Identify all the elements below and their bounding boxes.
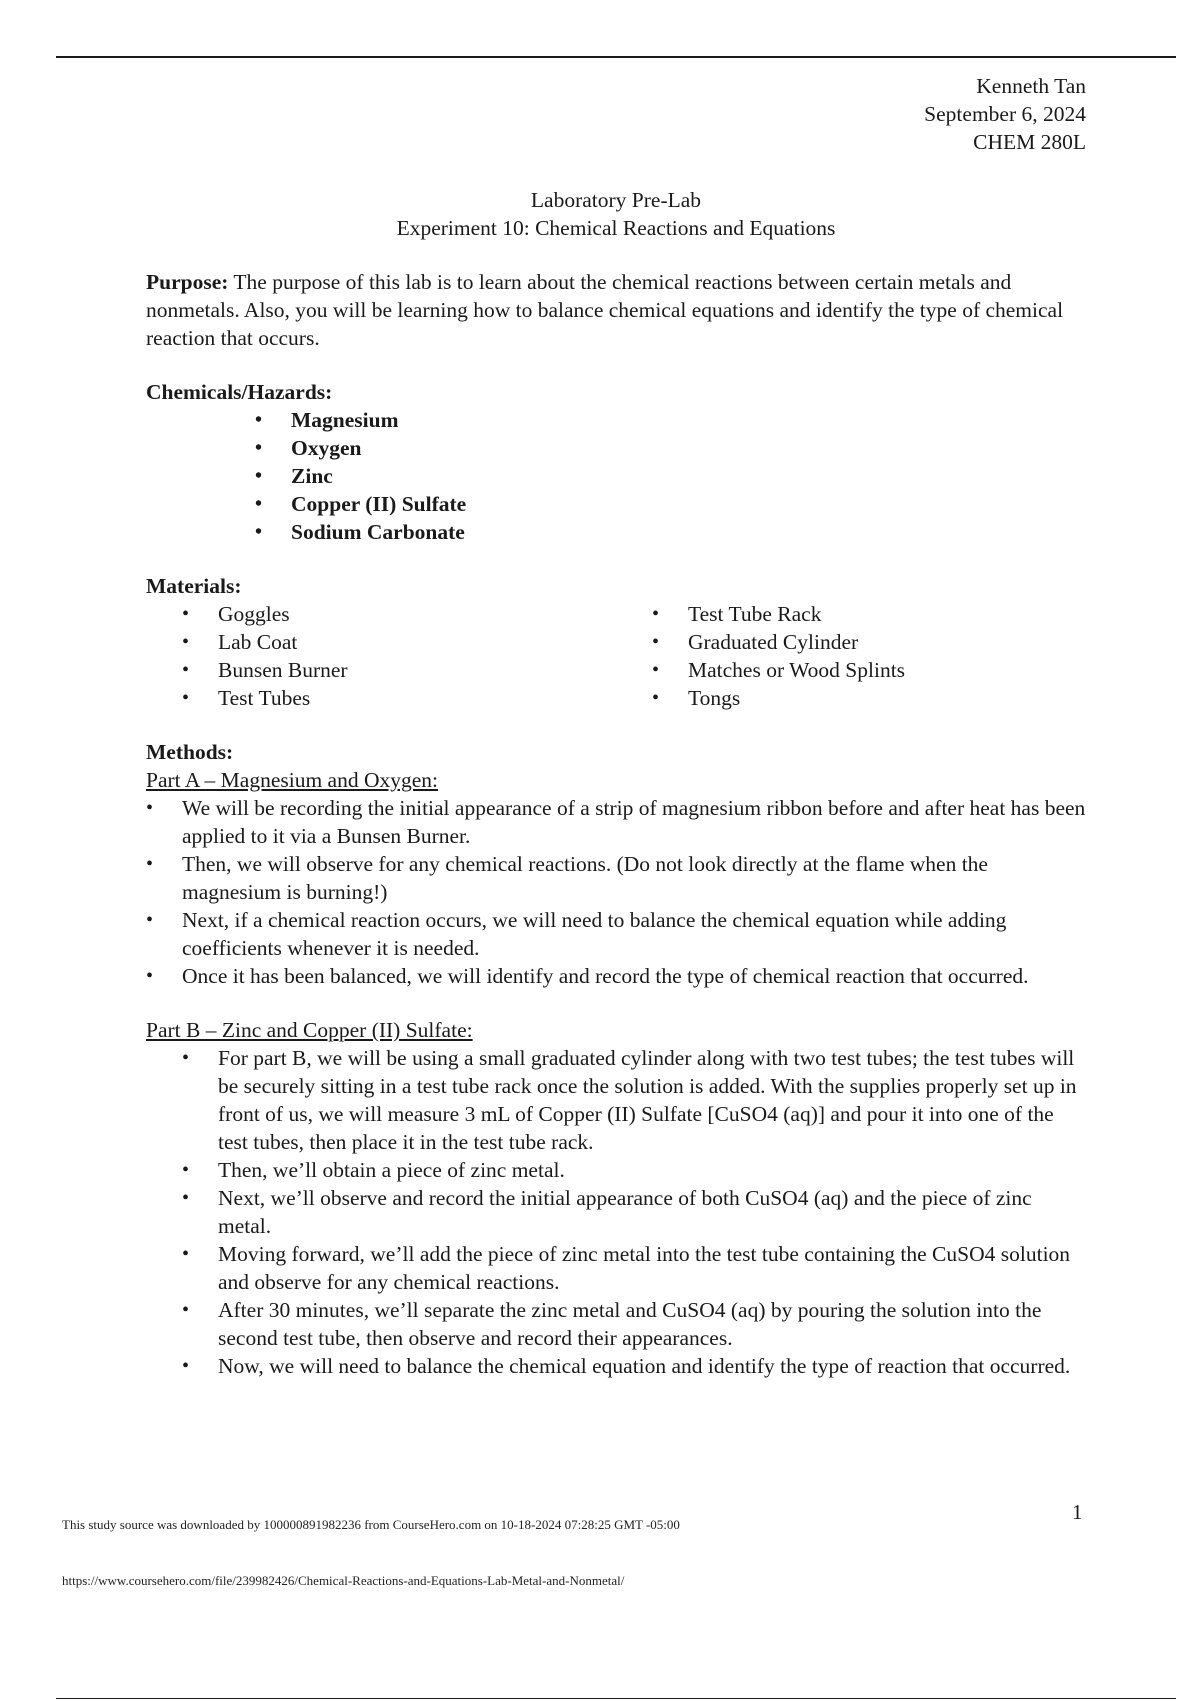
bottom-rule — [56, 1698, 1176, 1699]
download-note: This study source was downloaded by 100000891982236 from CourseHero.com on 10-18-2024 07:28:25 GMT -05:00 — [62, 1517, 680, 1532]
list-item: • Copper (II) Sulfate — [291, 490, 1086, 518]
top-rule — [56, 56, 1176, 58]
list-item: • Test Tube Rack — [688, 600, 1086, 628]
chemicals-section — [146, 378, 1086, 546]
list-item: • Oxygen — [291, 434, 1086, 462]
list-item: • Once it has been balanced, we will identify and record the type of chemical reaction that occurred. — [182, 962, 1086, 990]
methods-section — [146, 738, 1086, 1380]
methods-label: Methods: — [146, 740, 234, 764]
list-item: • Now, we will need to balance the chemical equation and identify the type of reaction that occurred. — [218, 1352, 1086, 1380]
list-item: • Bunsen Burner — [218, 656, 616, 684]
part-b-heading: Part B – Zinc and Copper (II) Sulfate: — [146, 1018, 473, 1042]
chemicals-list — [146, 406, 1086, 546]
document-page — [146, 72, 1086, 1380]
title-line-2: Experiment 10: Chemical Reactions and Equations — [396, 216, 836, 240]
list-item: • Graduated Cylinder — [688, 628, 1086, 656]
purpose-paragraph — [146, 268, 1086, 352]
list-item: • For part B, we will be using a small graduated cylinder along with two test tubes; the test tubes will be securely sitting in a test tube rack once the solution is added. With the supplies properly set up in front of us, we will measure 3 mL of Copper (II) Sulfate [CuSO4 (aq)] and pour it into one of the test tubes, then place it in the test tube rack. — [218, 1044, 1086, 1156]
list-item: • Goggles — [218, 600, 616, 628]
list-item: • Sodium Carbonate — [291, 518, 1086, 546]
page-number: 1 — [1072, 1500, 1083, 1524]
part-b-steps — [146, 1044, 1086, 1380]
list-item: • Lab Coat — [218, 628, 616, 656]
author-header — [146, 72, 1086, 156]
list-item: • Magnesium — [291, 406, 1086, 434]
title-line-1: Laboratory Pre-Lab — [530, 188, 702, 212]
list-item: • Next, we’ll observe and record the initial appearance of both CuSO4 (aq) and the piece of zinc metal. — [218, 1184, 1086, 1240]
list-item: • Moving forward, we’ll add the piece of zinc metal into the test tube containing the CuSO4 solution and observe for any chemical reactions. — [218, 1240, 1086, 1296]
purpose-text: The purpose of this lab is to learn about the chemical reactions between certain metals and nonmetals. Also, you will be learning how to balance chemical equations and identify the type of chemical reaction that occurs. — [146, 270, 1064, 350]
chemicals-label: Chemicals/Hazards: — [146, 380, 333, 404]
list-item: • Matches or Wood Splints — [688, 656, 1086, 684]
materials-section — [146, 572, 1086, 712]
materials-list-left — [146, 600, 616, 712]
list-item: • Then, we will observe for any chemical reactions. (Do not look directly at the flame when the magnesium is burning!) — [182, 850, 1086, 906]
materials-label: Materials: — [146, 574, 242, 598]
list-item: • Test Tubes — [218, 684, 616, 712]
list-item: • We will be recording the initial appearance of a strip of magnesium ribbon before and after heat has been applied to it via a Bunsen Burner. — [182, 794, 1086, 850]
materials-list-right — [616, 600, 1086, 712]
list-item: • Then, we’ll obtain a piece of zinc metal. — [218, 1156, 1086, 1184]
course-code: CHEM 280L — [973, 130, 1086, 154]
source-url: https://www.coursehero.com/file/239982426/Chemical-Reactions-and-Equations-Lab-Metal-and-Nonmetal/ — [62, 1573, 625, 1588]
part-a-steps — [146, 794, 1086, 990]
materials-columns — [146, 600, 1086, 712]
list-item: • Tongs — [688, 684, 1086, 712]
part-a-heading: Part A – Magnesium and Oxygen: — [146, 768, 439, 792]
author-name: Kenneth Tan — [976, 74, 1086, 98]
purpose-label: Purpose: — [146, 270, 229, 294]
document-title — [146, 186, 1086, 242]
list-item: • After 30 minutes, we’ll separate the zinc metal and CuSO4 (aq) by pouring the solution into the second test tube, then observe and record their appearances. — [218, 1296, 1086, 1352]
list-item: • Zinc — [291, 462, 1086, 490]
document-date: September 6, 2024 — [924, 102, 1086, 126]
list-item: • Next, if a chemical reaction occurs, we will need to balance the chemical equation while adding coefficients whenever it is needed. — [182, 906, 1086, 962]
